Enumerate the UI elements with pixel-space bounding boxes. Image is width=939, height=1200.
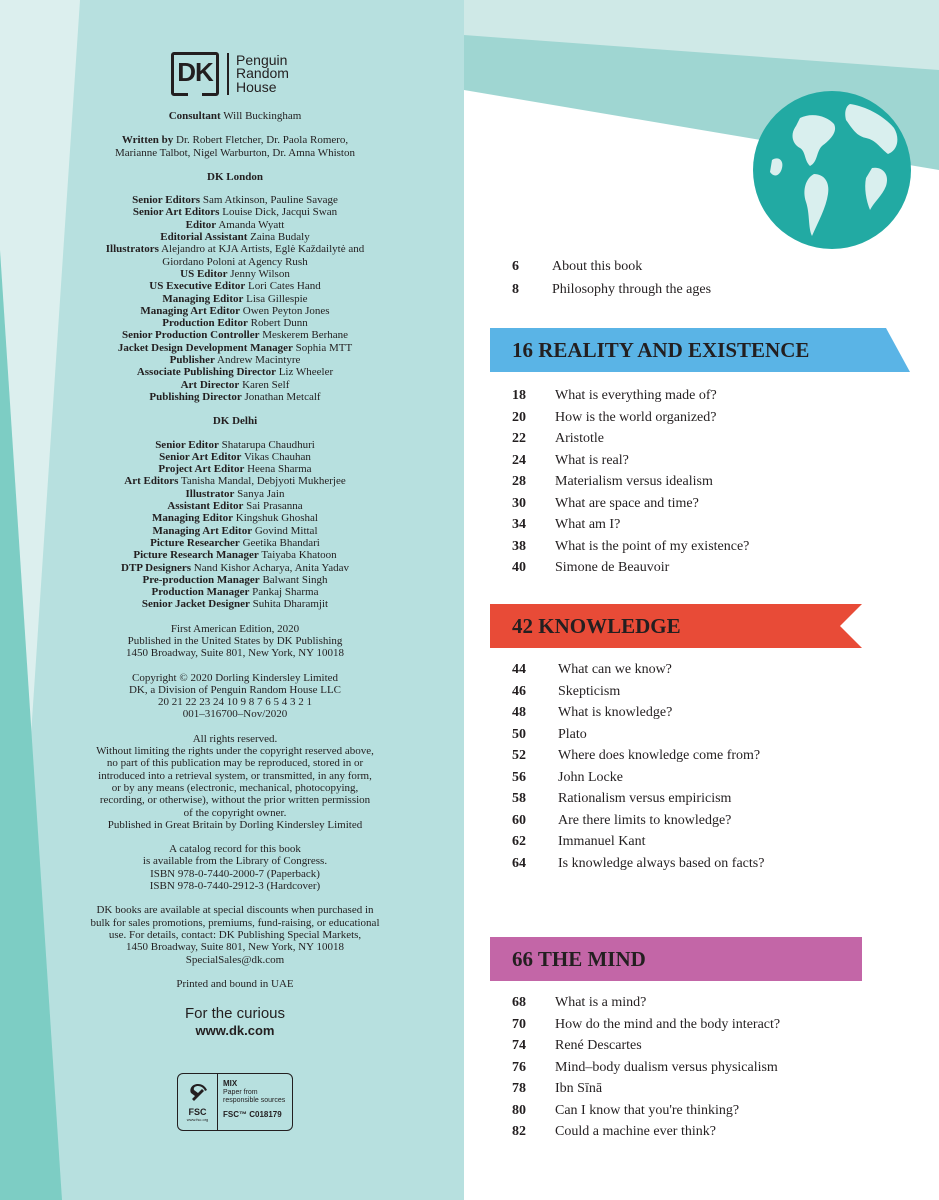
toc-entry-title: What can we know? — [558, 662, 672, 677]
credit-line — [70, 194, 400, 206]
toc-entry-title: Immanuel Kant — [558, 834, 646, 849]
credit-line — [70, 293, 400, 305]
toc-entry[interactable] — [512, 560, 929, 578]
credit-line — [70, 280, 400, 292]
publisher-logo — [60, 52, 400, 96]
credit-line — [70, 256, 400, 268]
globe-illustration — [752, 90, 912, 250]
credit-line — [70, 598, 400, 610]
toc-entry-title: Aristotle — [555, 431, 604, 446]
credit-name: Sanya Jain — [237, 487, 285, 500]
credit-line — [70, 354, 400, 366]
credit-line — [70, 574, 400, 586]
credit-line — [70, 537, 400, 549]
toc-page-number: 34 — [512, 517, 526, 532]
credit-name: Suhita Dharamjit — [252, 598, 329, 611]
credit-line — [70, 342, 400, 354]
toc-entry[interactable] — [512, 431, 929, 449]
toc-entry-title: Materialism versus idealism — [555, 474, 713, 489]
toc-page-number: 70 — [512, 1017, 526, 1032]
credit-role: Managing Editor — [162, 292, 244, 305]
credit-line — [70, 512, 400, 524]
section-banner[interactable] — [490, 328, 910, 372]
logo-line: Penguin — [236, 51, 288, 68]
toc-page-number: 56 — [512, 770, 526, 785]
section-title: 42 KNOWLEDGE — [512, 614, 681, 638]
toc-entry-title: Ibn Sīnā — [555, 1081, 603, 1096]
toc-entry-title: Mind–body dualism versus physicalism — [555, 1060, 778, 1075]
section-title: 66 THE MIND — [512, 947, 646, 971]
credit-role: Illustrators — [105, 243, 159, 256]
credit-name: Sam Atkinson, Pauline Savage — [202, 194, 338, 207]
tree-check-icon — [186, 1082, 210, 1108]
credit-name: Balwant Singh — [262, 573, 328, 586]
toc-entry[interactable] — [512, 813, 929, 831]
credit-role: Illustrator — [185, 487, 235, 500]
toc-page-number: 52 — [512, 748, 526, 763]
toc-entry[interactable] — [512, 1038, 929, 1056]
notice-line: Copyright © 2020 Dorling Kindersley Limited — [131, 671, 339, 684]
toc-page-number: 64 — [512, 856, 526, 871]
credit-line — [70, 475, 400, 487]
credit-line — [70, 243, 400, 255]
toc-entry-title: What is real? — [555, 453, 629, 468]
fsc-url: www.fsc.org — [186, 1117, 209, 1123]
toc-entry-title: Philosophy through the ages — [552, 282, 712, 297]
toc-entry[interactable] — [512, 748, 929, 766]
credit-name: Louise Dick, Jacqui Swan — [222, 206, 338, 219]
toc-entry-title: Can I know that you're thinking? — [555, 1103, 740, 1118]
toc-entry[interactable] — [512, 1103, 929, 1121]
credit-role: Senior Editor — [155, 438, 219, 451]
toc-entry[interactable] — [512, 1017, 929, 1035]
credit-line — [70, 586, 400, 598]
toc-page-number: 60 — [512, 813, 526, 828]
rights-notice — [70, 733, 400, 831]
credit-line — [70, 219, 400, 231]
credit-name: Jonathan Metcalf — [244, 390, 321, 403]
credit-name: Marianne Talbot, Nigel Warburton, Dr. Amna Whiston — [114, 146, 355, 159]
credit-name: Kingshuk Ghoshal — [235, 512, 318, 525]
credit-name: Vikas Chauhan — [244, 450, 311, 463]
credit-role: Senior Jacket Designer — [141, 598, 250, 611]
notice-line: recording, or otherwise), without the prior written permission — [99, 794, 371, 807]
notice-line: 20 21 22 23 24 10 9 8 7 6 5 4 3 2 1 — [158, 696, 312, 709]
credit-role: Production Editor — [162, 317, 248, 330]
toc-entry-title: Could a machine ever think? — [555, 1124, 716, 1139]
toc-page-number: 8 — [512, 282, 519, 297]
toc-entry-title: What is the point of my existence? — [555, 539, 750, 554]
credit-name: Liz Wheeler — [278, 366, 334, 379]
notice-line: Published in the United States by DK Publishing — [127, 634, 343, 647]
dk-london-credits — [70, 194, 400, 403]
credit-line — [70, 329, 400, 341]
fsc-letters: FSC — [188, 1107, 207, 1118]
credit-name: Owen Peyton Jones — [242, 304, 330, 317]
credit-role: Written by — [121, 134, 174, 147]
toc-entry-title: Are there limits to knowledge? — [558, 813, 732, 828]
credit-name: Sai Prasanna — [246, 500, 303, 513]
toc-page-number: 18 — [512, 388, 526, 403]
toc-entry[interactable] — [512, 662, 929, 680]
credit-name: Jenny Wilson — [230, 267, 290, 280]
tagline: For the curious — [184, 1005, 286, 1023]
toc-entry[interactable] — [512, 834, 929, 852]
credit-name: Heena Sharma — [247, 463, 312, 476]
credit-name: Nand Kishor Acharya, Anita Yadav — [193, 561, 349, 574]
consultant-credit — [70, 110, 400, 122]
credit-role: Consultant — [168, 110, 221, 122]
credit-line — [70, 206, 400, 218]
credit-line — [70, 391, 400, 403]
credit-role: Production Manager — [151, 586, 250, 599]
notice-line: bulk for sales promotions, premiums, fund-raising, or educational — [90, 916, 380, 929]
toc-entry[interactable] — [512, 856, 929, 874]
toc-page-number: 78 — [512, 1081, 526, 1096]
toc-entry[interactable] — [512, 791, 929, 809]
credit-role: DTP Designers — [121, 561, 192, 574]
credit-line — [70, 463, 400, 475]
toc-page-number: 20 — [512, 410, 526, 425]
credit-role: Picture Research Manager — [133, 549, 259, 562]
toc-page-number: 48 — [512, 705, 526, 720]
notice-line: of the copyright owner. — [183, 806, 287, 819]
fsc-line: responsible sources — [223, 1097, 286, 1105]
credit-role: Jacket Design Development Manager — [117, 341, 293, 354]
notice-line: Without limiting the rights under the copyright reserved above, — [96, 745, 374, 758]
credit-role: Publishing Director — [149, 390, 242, 403]
credit-role: Pre-production Manager — [142, 573, 260, 586]
credit-role: Assistant Editor — [167, 500, 244, 513]
credit-name: Robert Dunn — [250, 317, 308, 330]
toc-entry-title: Where does knowledge come from? — [558, 748, 761, 763]
toc-page-number: 30 — [512, 496, 526, 511]
notice-line: Published in Great Britain by Dorling Kindersley Limited — [107, 818, 363, 831]
credit-role: Managing Art Editor — [140, 304, 241, 317]
credit-role: Senior Art Editor — [159, 450, 242, 463]
notice-line: is available from the Library of Congress. — [142, 855, 328, 868]
credit-role: Editor — [185, 218, 217, 231]
notice-line: ISBN 978-0-7440-2912-3 (Hardcover) — [149, 880, 321, 893]
credit-line — [70, 366, 400, 378]
fsc-mix-label: MIX — [223, 1079, 238, 1089]
credit-role: Editorial Assistant — [160, 231, 248, 244]
toc-entry[interactable] — [512, 410, 929, 428]
toc-entry[interactable] — [512, 259, 929, 277]
toc-entry[interactable] — [512, 1081, 929, 1099]
credit-role: Publisher — [169, 354, 215, 367]
credit-role: Associate Publishing Director — [136, 366, 276, 379]
toc-entry-title: What is knowledge? — [558, 705, 673, 720]
credit-name: Tanisha Mandal, Debjyoti Mukherjee — [180, 475, 346, 488]
fsc-code: FSC™ C018179 — [223, 1110, 282, 1120]
notice-line: DK, a Division of Penguin Random House LLC — [128, 683, 342, 696]
credit-name: Amanda Wyatt — [218, 218, 285, 231]
toc-entry-title: About this book — [552, 259, 643, 274]
credit-name: Meskerem Berhane — [262, 329, 349, 342]
credit-name: Will Buckingham — [223, 110, 302, 122]
credit-name: Lori Cates Hand — [248, 280, 321, 293]
credit-role: US Editor — [180, 267, 228, 280]
dk-delhi-credits — [70, 439, 400, 611]
credit-name: Shatarupa Chaudhuri — [221, 438, 315, 451]
imprint-page — [70, 52, 400, 1131]
toc-entry-title: Skepticism — [558, 684, 621, 699]
toc-entry-title: How is the world organized? — [555, 410, 717, 425]
toc-entry[interactable] — [512, 770, 929, 788]
notice-line: SpecialSales@dk.com — [185, 953, 285, 966]
fsc-line: Paper from — [223, 1089, 258, 1097]
toc-entry-title: How do the mind and the body interact? — [555, 1017, 781, 1032]
credit-line — [70, 231, 400, 243]
section-banner[interactable] — [490, 937, 862, 981]
credit-role: Senior Editors — [132, 194, 201, 207]
credit-role: Project Art Editor — [158, 463, 245, 476]
credit-role: Picture Researcher — [150, 536, 240, 549]
toc-page-number: 28 — [512, 474, 526, 489]
toc-entry[interactable] — [512, 496, 929, 514]
notice-line: introduced into a retrieval system, or transmitted, in any form, — [98, 769, 372, 782]
toc-page-number: 46 — [512, 684, 526, 699]
toc-page-number: 62 — [512, 834, 526, 849]
credit-role: Senior Art Editors — [132, 206, 220, 219]
toc-entry[interactable] — [512, 517, 929, 535]
toc-entry-title: Simone de Beauvoir — [555, 560, 670, 575]
toc-page-number: 24 — [512, 453, 526, 468]
toc-entry[interactable] — [512, 705, 929, 723]
notice-line: 001–316700–Nov/2020 — [182, 708, 288, 721]
credit-line — [70, 439, 400, 451]
logo-divider — [227, 53, 229, 95]
credit-name: Lisa Gillespie — [246, 292, 308, 305]
printed-notice: Printed and bound in UAE — [176, 977, 294, 990]
toc-entry[interactable] — [512, 995, 929, 1013]
credit-name: Govind Mittal — [254, 524, 318, 537]
credit-role: Art Editors — [124, 475, 179, 488]
toc-page-number: 40 — [512, 560, 526, 575]
toc-entry-title: Plato — [558, 727, 587, 742]
notice-line: A catalog record for this book — [169, 843, 301, 856]
notice-line: DK books are available at special discounts when purchased in — [96, 904, 374, 917]
toc-entry-title: John Locke — [558, 770, 623, 785]
copyright-notice — [70, 672, 400, 721]
toc-page-number: 74 — [512, 1038, 526, 1053]
credit-role: US Executive Editor — [149, 280, 246, 293]
toc-page-number: 82 — [512, 1124, 526, 1139]
toc-page-number: 76 — [512, 1060, 526, 1075]
notice-line: 1450 Broadway, Suite 801, New York, NY 10018 — [126, 941, 344, 954]
website-link[interactable]: www.dk.com — [195, 1023, 275, 1039]
dk-logo-mark: DK — [171, 52, 219, 96]
credit-name: Sophia MTT — [295, 341, 353, 354]
toc-page-number: 22 — [512, 431, 526, 446]
credit-line — [70, 500, 400, 512]
credit-name: Karen Self — [242, 378, 290, 391]
notice-line: ISBN 978-0-7440-2000-7 (Paperback) — [150, 867, 320, 880]
credit-role: Senior Production Controller — [121, 329, 260, 342]
toc-entry[interactable] — [512, 453, 929, 471]
toc-page-number: 38 — [512, 539, 526, 554]
credit-line — [70, 317, 400, 329]
credit-name: Dr. Robert Fletcher, Dr. Paola Romero, — [176, 134, 349, 147]
credit-role: Managing Editor — [152, 512, 234, 525]
notice-line: 1450 Broadway, Suite 801, New York, NY 10018 — [126, 647, 344, 660]
toc-entry[interactable] — [512, 727, 929, 745]
penguin-random-house-wordmark — [236, 51, 289, 95]
written-by-credit — [70, 134, 400, 159]
section-title: 16 REALITY AND EXISTENCE — [512, 338, 810, 362]
logo-line: Random — [236, 65, 289, 82]
credit-line — [70, 525, 400, 537]
credit-line — [70, 549, 400, 561]
notice-line: First American Edition, 2020 — [170, 622, 300, 635]
logo-line: House — [236, 78, 277, 95]
toc-entry-title: What am I? — [555, 517, 621, 532]
credit-line — [70, 305, 400, 317]
toc-entry[interactable] — [512, 1060, 929, 1078]
toc-entry[interactable] — [512, 684, 929, 702]
credit-line — [70, 562, 400, 574]
credit-line — [70, 379, 400, 391]
toc-page-number: 80 — [512, 1103, 526, 1118]
credit-name: Taiyaba Khatoon — [261, 549, 337, 562]
toc-entry-title: What are space and time? — [555, 496, 699, 511]
notice-line: no part of this publication may be reproduced, stored in or — [106, 757, 364, 770]
special-sales-notice — [70, 904, 400, 965]
toc-page-number: 6 — [512, 259, 519, 274]
credit-line — [70, 268, 400, 280]
credit-name: Pankaj Sharma — [252, 586, 319, 599]
toc-entry-title: What is everything made of? — [555, 388, 717, 403]
fsc-info — [218, 1074, 292, 1130]
toc-page-number: 50 — [512, 727, 526, 742]
toc-entry[interactable] — [512, 539, 929, 557]
toc-entry[interactable] — [512, 388, 929, 406]
credit-role: Managing Art Editor — [152, 524, 253, 537]
toc-entry-title: What is a mind? — [555, 995, 647, 1010]
credit-name: Andrew Macintyre — [217, 354, 301, 367]
catalog-notice — [70, 843, 400, 892]
dk-delhi-heading: DK Delhi — [212, 415, 258, 428]
notice-line: All rights reserved. — [192, 732, 278, 745]
fsc-certification-badge — [177, 1073, 293, 1131]
toc-page-number: 44 — [512, 662, 526, 677]
section-banner[interactable] — [490, 604, 862, 648]
toc-entry[interactable] — [512, 1124, 929, 1142]
toc-entry-title: Is knowledge always based on facts? — [558, 856, 765, 871]
toc-page-number: 68 — [512, 995, 526, 1010]
edition-notice — [70, 623, 400, 660]
toc-entry-title: Rationalism versus empiricism — [558, 791, 732, 806]
toc-entry-title: René Descartes — [555, 1038, 642, 1053]
credit-name: Alejandro at KJA Artists, Eglė Každailytė and — [161, 243, 365, 256]
credit-name: Zaina Budaly — [250, 231, 310, 244]
credit-role: Art Director — [180, 378, 240, 391]
credit-line — [70, 488, 400, 500]
toc-entry[interactable] — [512, 474, 929, 492]
notice-line: use. For details, contact: DK Publishing Special Markets, — [108, 928, 362, 941]
fsc-logo — [178, 1074, 218, 1130]
toc-entry[interactable] — [512, 282, 929, 300]
dk-london-heading: DK London — [207, 170, 263, 183]
credit-line — [70, 451, 400, 463]
notice-line: or by any means (electronic, mechanical, photocopying, — [111, 781, 359, 794]
credit-name: Geetika Bhandari — [242, 536, 320, 549]
credit-name: Giordano Poloni at Agency Rush — [162, 255, 308, 268]
toc-page-number: 58 — [512, 791, 526, 806]
